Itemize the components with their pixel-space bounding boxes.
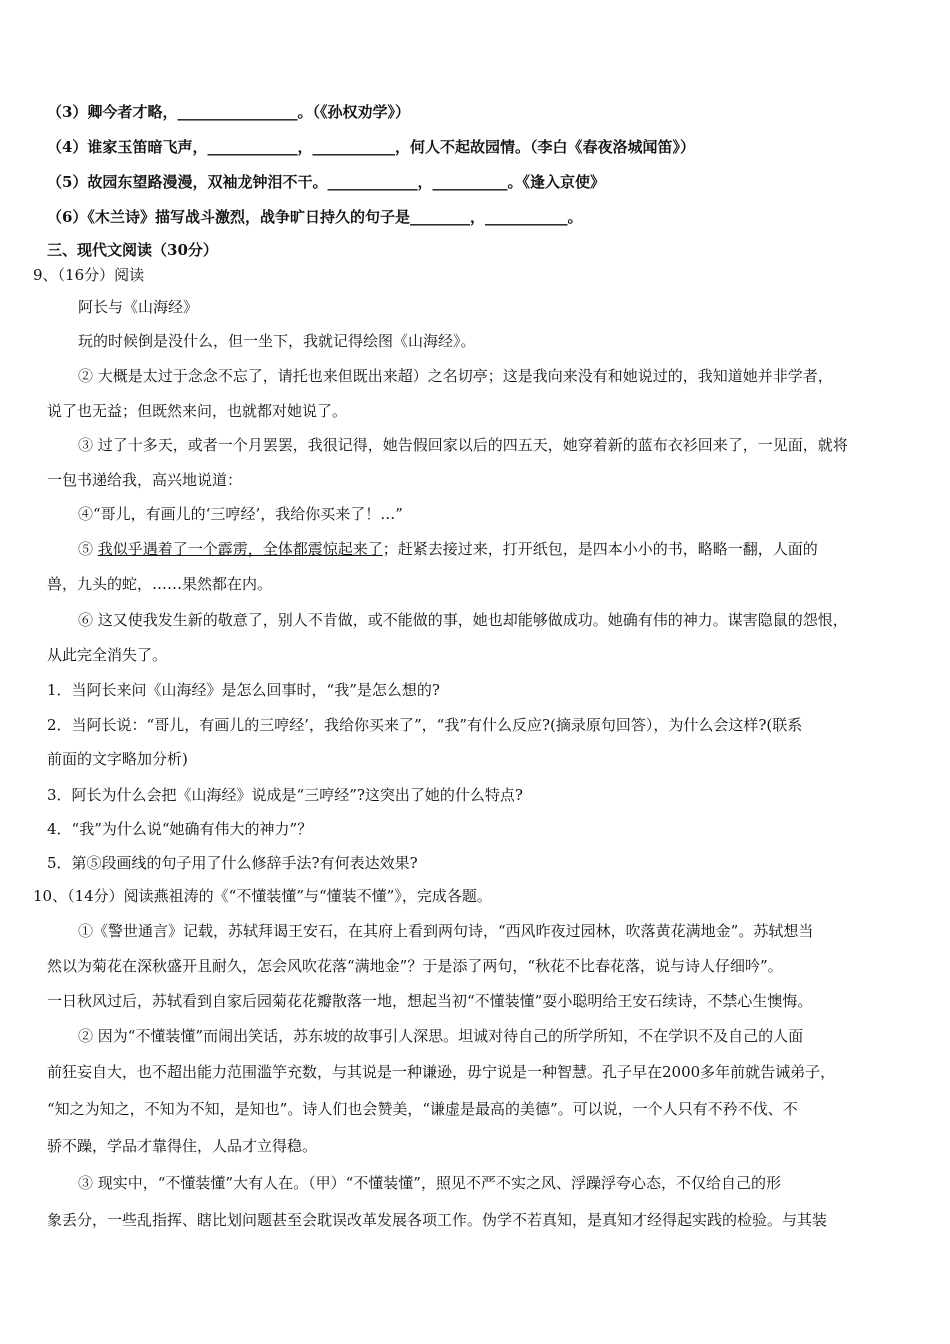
q9-question-1: 1．当阿长来问《山海经》是怎么回事时，“我”是怎么想的? <box>47 681 440 699</box>
passage-paragraph-5-line-2: 兽，九头的蛇，……果然都在内。 <box>47 575 273 593</box>
question-9-header: 9、（16分）阅读 <box>33 266 145 284</box>
passage-title: 阿长与《山海经》 <box>78 298 199 316</box>
q10-paragraph-1-line-2: 然以为菊花在深秋盛开且耐久，怎会风吹花落“满地金”？于是添了两句，“秋花不比春花落，说与诗人仔细吟”。 <box>47 957 783 975</box>
passage-paragraph-1: 玩的时候倒是没什么，但一坐下，我就记得绘图《山海经》。 <box>78 332 476 350</box>
paragraph-5-number: ⑤ <box>78 540 98 558</box>
question-10-header: 10、（14分）阅读燕祖涛的《“不懂装懂”与“懂装不懂”》，完成各题。 <box>33 887 492 905</box>
passage-paragraph-6-line-1: ⑥ 这又使我发生新的敬意了，别人不肯做，或不能做的事，她也却能够做成功。她确有伟的神力。谋害隐鼠的怨恨， <box>78 611 848 629</box>
section-3-title: 三、现代文阅读（30分） <box>47 241 218 259</box>
q9-question-4: 4．“我”为什么说“她确有伟大的神力”？ <box>47 820 313 838</box>
paragraph-5-rest: ；赶紧去接过来，打开纸包，是四本小小的书，略略一翻，人面的 <box>382 540 818 558</box>
passage-paragraph-2-line-2: 说了也无益；但既然来问，也就都对她说了。 <box>47 402 348 420</box>
passage-paragraph-4: ④“哥儿，有画儿的‘三哼经’，我给你买来了！…” <box>78 505 403 523</box>
q10-paragraph-2-line-2: 前狂妄自大，也不超出能力范围滥竽充数，与其说是一种谦逊，毋宁说是一种智慧。孔子早在2000多年前就告诫弟子， <box>47 1063 836 1081</box>
passage-paragraph-3-line-1: ③ 过了十多天，或者一个月罢罢，我很记得，她告假回家以后的四五天，她穿着新的蓝布衣衫回来了，一见面，就将 <box>78 436 848 454</box>
fill-in-item-5: （5）故园东望路漫漫，双袖龙钟泪不干。____________，__________。《逢入京使》 <box>47 173 605 191</box>
passage-paragraph-3-line-2: 一包书递给我，高兴地说道： <box>47 471 243 489</box>
passage-paragraph-6-line-2: 从此完全消失了。 <box>47 646 168 664</box>
underlined-sentence: 我似乎遇着了一个霹雳，全体都震惊起来了 <box>97 540 383 558</box>
q10-paragraph-2-line-4: 骄不躁，学品才靠得住，人品才立得稳。 <box>47 1137 318 1155</box>
q10-paragraph-3-line-1: ③ 现实中，“不懂装懂”大有人在。（甲）“不懂装懂”，照见不严不实之风、浮躁浮夸心态，不仅给自己的形 <box>78 1174 781 1192</box>
q10-paragraph-1-line-3: 一日秋风过后，苏轼看到自家后园菊花花瓣散落一地，想起当初“不懂装懂”耍小聪明给王安石续诗，不禁心生懊悔。 <box>47 992 813 1010</box>
passage-paragraph-5-line-1 <box>78 539 907 559</box>
q9-question-2-line-2: 前面的文字略加分析) <box>47 750 188 768</box>
q10-paragraph-3-line-2: 象丢分，一些乱指挥、瞎比划问题甚至会耽误改革发展各项工作。伪学不若真知，是真知才经得起实践的检验。与其装 <box>47 1211 828 1229</box>
q10-paragraph-1-line-1: ①《警世通言》记载，苏轼拜谒王安石，在其府上看到两句诗，“西风昨夜过园林，吹落黄花满地金”。苏轼想当 <box>78 922 814 940</box>
q10-paragraph-2-line-3: “知之为知之，不知为不知，是知也”。诗人们也会赞美，“谦虚是最高的美德”。可以说，一个人只有不矜不伐、不 <box>47 1100 798 1118</box>
q9-question-3: 3．阿长为什么会把《山海经》说成是“三哼经”?这突出了她的什么特点? <box>47 786 523 804</box>
fill-in-item-6: （6）《木兰诗》描写战斗激烈，战争旷日持久的句子是________，___________。 <box>47 208 583 226</box>
fill-in-item-3: （3）卿今者才略，________________。（《孙权劝学》） <box>47 103 410 121</box>
fill-in-item-4: （4）谁家玉笛暗飞声，____________，___________，何人不起故园情。（李白《春夜洛城闻笛》） <box>47 138 695 156</box>
q9-question-2-line-1: 2．当阿长说：“哥儿，有画儿的三哼经’，我给你买来了”，“我”有什么反应?(摘录原句回答），为什么会这样?(联系 <box>47 716 803 734</box>
q10-paragraph-2-line-1: ② 因为“不懂装懂”而闹出笑话，苏东坡的故事引人深思。坦诚对待自己的所学所知，不在学识不及自己的人面 <box>78 1027 804 1045</box>
q9-question-5: 5．第⑤段画线的句子用了什么修辞手法?有何表达效果? <box>47 854 418 872</box>
passage-paragraph-2-line-1: ② 大概是太过于念念不忘了，请托也来但既出来超）之名切亭；这是我向来没有和她说过的，我知道她并非学者， <box>78 367 833 385</box>
